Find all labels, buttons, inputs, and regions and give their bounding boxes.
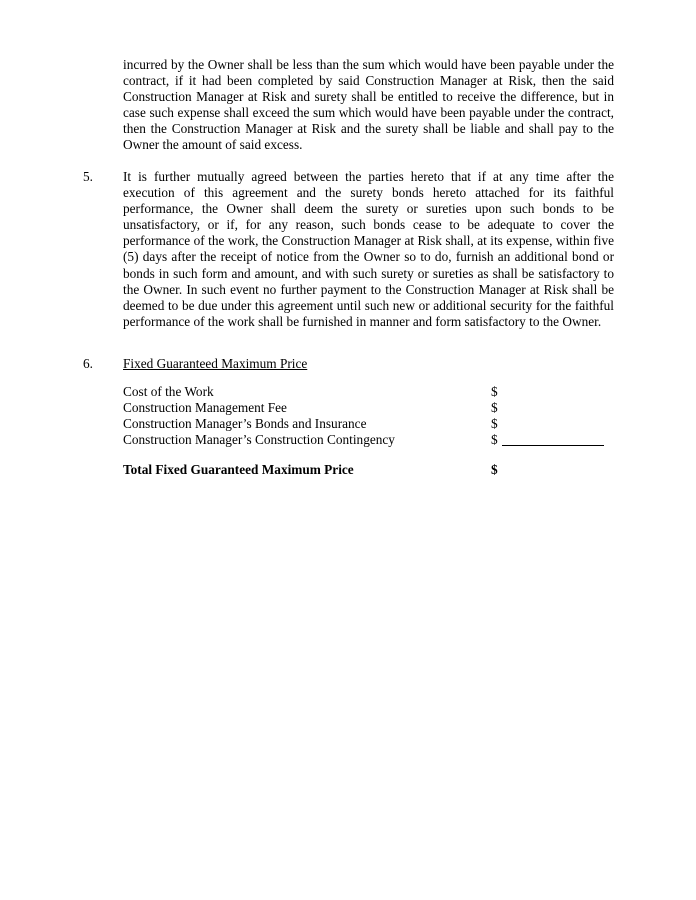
price-row-total [123,462,614,478]
total-currency: $ [491,462,498,478]
price-row-label: Construction Manager’s Construction Contingency [123,432,395,448]
price-row-management-fee [123,400,614,416]
item-6-number: 6. [83,356,93,371]
amount-blank-line [502,432,604,446]
price-row-label: Cost of the Work [123,384,214,399]
item-6-heading: Fixed Guaranteed Maximum Price [123,356,308,371]
item-5-text: It is further mutually agreed between the parties hereto that if at any time after the execution of this agreement and the surety bonds hereto attached for its faithful performance, the Owner shall deem the surety or sureties upon such bonds to be unsatisfactory, or if, for any reason, such bonds cease to be adequate to cover the performance of the work, the Construction Manager at Risk shall, at its expense, within five (5) days after the receipt of notice from the Owner so to do, furnish an additional bond or bonds in such form and amount, and with such surety or sureties as shall be satisfactory to the Owner. In such event no further payment to the Construction Manager at Risk shall be deemed to be due under this agreement until such new or additional security for the faithful performance of the work shall be furnished in manner and form satisfactory to the Owner. [123,169,614,329]
price-row-label: Construction Manager’s Bonds and Insurance [123,416,367,432]
price-row-currency: $ [491,400,498,416]
item-5-number: 5. [83,169,93,184]
price-row-contingency [123,432,614,448]
price-row-bonds-insurance [123,416,614,432]
price-row-currency: $ [491,384,498,399]
price-row-cost-of-work [123,384,614,400]
price-row-currency: $ [491,416,498,432]
price-row-currency: $ [491,432,498,448]
total-label: Total Fixed Guaranteed Maximum Price [123,462,354,478]
continued-paragraph: incurred by the Owner shall be less than the sum which would have been payable under the contract, if it had been completed by said Construction Manager at Risk, then the said Construction Manager at Risk and surety shall be entitled to receive the difference, but in case such expense shall exceed the sum which would have been payable under the contract, then the Construction Manager at Risk and the surety shall be liable and shall pay to the Owner the amount of said excess. [123,57,614,153]
price-table [123,384,614,478]
price-row-label: Construction Management Fee [123,400,287,416]
